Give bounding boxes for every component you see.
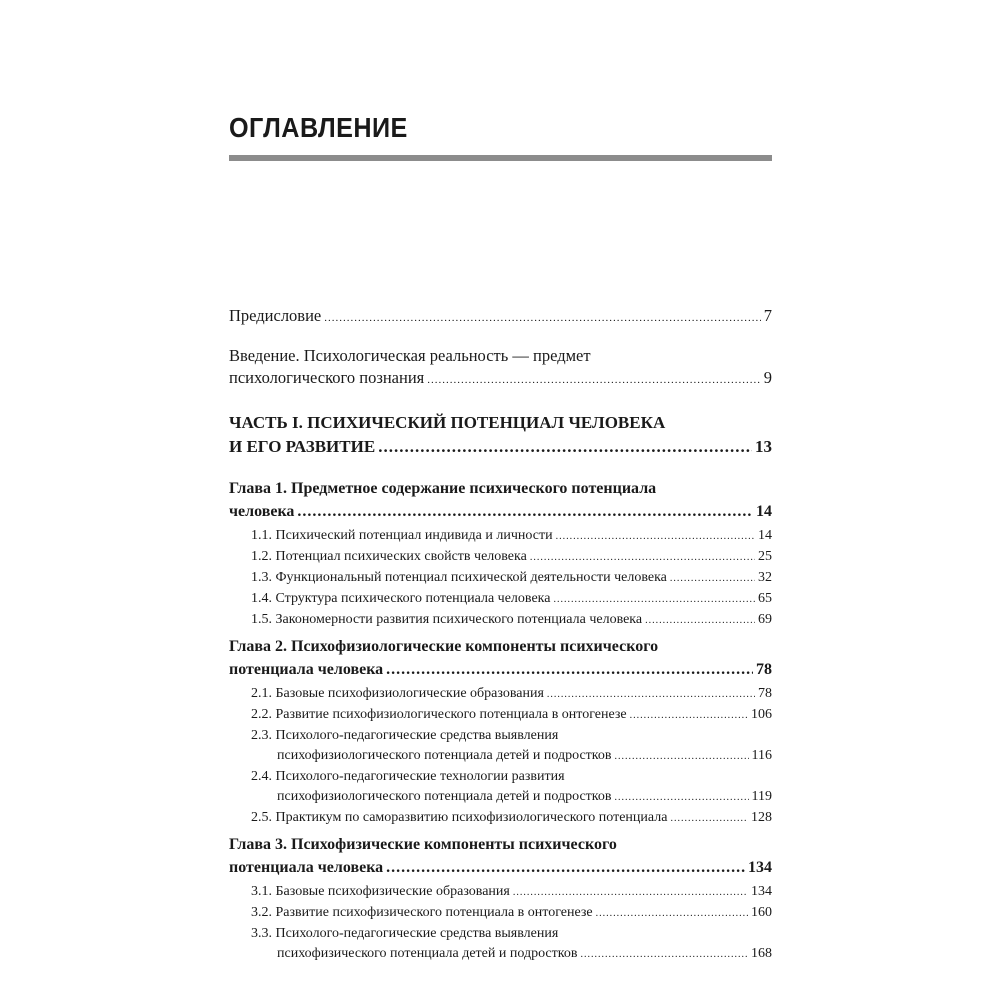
toc-section-1-5[interactable]: [229, 610, 772, 631]
dot-leader: [386, 856, 745, 879]
toc-entry-part-1[interactable]: [229, 411, 772, 459]
toc-section-title: 1.3. Функциональный потенциал психической деятельности человека: [251, 570, 667, 585]
dot-leader: [553, 589, 755, 610]
toc-entry-title: ЧАСТЬ I. ПСИХИЧЕСКИЙ ПОТЕНЦИАЛ ЧЕЛОВЕКА: [229, 413, 666, 432]
toc-section-title: 2.4. Психолого-педагогические технологии развития: [251, 769, 565, 784]
page-number: 168: [751, 946, 772, 961]
page-number: 25: [758, 549, 772, 564]
dot-leader: [630, 705, 748, 726]
toc-section-title-continued: психофизического потенциала детей и подростков: [277, 946, 578, 961]
toc-section-1-4[interactable]: [229, 589, 772, 610]
toc-section-title: 1.2. Потенциал психических свойств человека: [251, 549, 527, 564]
toc-section-title: 1.1. Психический потенциал индивида и личности: [251, 528, 553, 543]
toc-entry-title: Предисловие: [229, 306, 322, 325]
toc-section-3-1[interactable]: [229, 882, 772, 903]
dot-leader: [670, 568, 755, 589]
page-number: 9: [763, 368, 772, 387]
page-title: ОГЛАВЛЕНИЕ: [229, 112, 408, 143]
toc-entry-title-continued: И ЕГО РАЗВИТИЕ: [229, 437, 376, 456]
page-number: 13: [755, 437, 772, 456]
toc-entry-title-continued: потенциала человека: [229, 661, 384, 678]
toc-section-title: 2.1. Базовые психофизиологические образования: [251, 686, 544, 701]
toc-section-title: 2.2. Развитие психофизиологического потенциала в онтогенезе: [251, 707, 627, 722]
page-number: 160: [751, 905, 772, 920]
page-number: 69: [758, 612, 772, 627]
page-number: 134: [748, 859, 772, 876]
heading-rule: [229, 155, 772, 161]
dot-leader: [324, 305, 761, 329]
dot-leader: [530, 547, 755, 568]
toc-section-3-2[interactable]: [229, 903, 772, 924]
toc-entry-title: Глава 2. Психофизиологические компоненты психического: [229, 638, 659, 655]
toc-section-title: 3.2. Развитие психофизического потенциала в онтогенезе: [251, 905, 593, 920]
toc-section-title: 3.3. Психолого-педагогические средства выявления: [251, 926, 559, 941]
page-number: 7: [763, 306, 772, 325]
page-number: 14: [758, 528, 772, 543]
table-of-contents: [229, 305, 772, 965]
toc-section-2-3[interactable]: [229, 726, 772, 767]
toc-entry-intro[interactable]: [229, 345, 772, 391]
dot-leader: [615, 787, 749, 808]
page-number: 128: [751, 810, 772, 825]
toc-entry-title: Глава 3. Психофизические компоненты психического: [229, 836, 617, 853]
toc-section-1-2[interactable]: [229, 547, 772, 568]
toc-section-1-3[interactable]: [229, 568, 772, 589]
toc-section-2-5[interactable]: [229, 808, 772, 829]
toc-section-title-continued: психофизиологического потенциала детей и подростков: [277, 789, 612, 804]
page-number: 134: [751, 884, 772, 899]
toc-entry-title: Введение. Психологическая реальность — предмет: [229, 346, 591, 365]
dot-leader: [580, 944, 748, 965]
toc-entry-title-continued: человека: [229, 503, 295, 520]
dot-leader: [670, 808, 748, 829]
page-number: 32: [758, 570, 772, 585]
toc-section-title-continued: психофизиологического потенциала детей и подростков: [277, 748, 612, 763]
dot-leader: [556, 526, 755, 547]
toc-entry-title-continued: потенциала человека: [229, 859, 384, 876]
toc-entry-preface[interactable]: [229, 305, 772, 329]
dot-leader: [596, 903, 748, 924]
dot-leader: [645, 610, 755, 631]
toc-section-title: 3.1. Базовые психофизические образования: [251, 884, 510, 899]
toc-section-title: 2.5. Практикум по саморазвитию психофизиологического потенциала: [251, 810, 668, 825]
dot-leader: [378, 435, 752, 459]
page-number: 14: [756, 503, 772, 520]
toc-section-2-2[interactable]: [229, 705, 772, 726]
page-number: 65: [758, 591, 772, 606]
toc-section-title: 1.5. Закономерности развития психического потенциала человека: [251, 612, 643, 627]
toc-entry-chapter-3[interactable]: [229, 833, 772, 879]
page-number: 78: [758, 686, 772, 701]
toc-entry-chapter-1[interactable]: [229, 477, 772, 523]
toc-section-1-1[interactable]: [229, 526, 772, 547]
toc-section-3-3[interactable]: [229, 924, 772, 965]
page-number: 119: [751, 789, 772, 804]
dot-leader: [547, 684, 755, 705]
dot-leader: [297, 500, 753, 523]
page-number: 116: [751, 748, 772, 763]
toc-section-2-1[interactable]: [229, 684, 772, 705]
dot-leader: [513, 882, 748, 903]
dot-leader: [386, 658, 753, 681]
toc-section-2-4[interactable]: [229, 767, 772, 808]
dot-leader: [615, 746, 749, 767]
dot-leader: [427, 367, 761, 391]
toc-entry-chapter-2[interactable]: [229, 635, 772, 681]
page-number: 106: [751, 707, 772, 722]
toc-section-title: 1.4. Структура психического потенциала человека: [251, 591, 551, 606]
page-number: 78: [756, 661, 772, 678]
toc-section-title: 2.3. Психолого-педагогические средства выявления: [251, 728, 559, 743]
toc-entry-title-continued: психологического познания: [229, 368, 425, 387]
toc-entry-title: Глава 1. Предметное содержание психического потенциала: [229, 480, 657, 497]
